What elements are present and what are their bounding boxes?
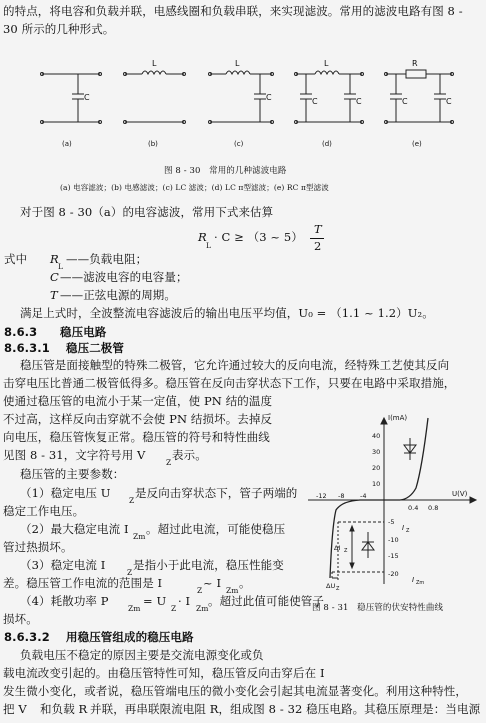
param4-sub2: Z <box>171 604 177 613</box>
para1-line3: 使通过稳压管的电流小于某一定值，使 PN 结的温度 <box>3 394 273 408</box>
param2-sub: Zm <box>133 532 146 541</box>
x-tick-neg8: -8 <box>338 492 345 500</box>
s8632-line4a: 把 V <box>3 702 27 716</box>
x-tick-neg12: -12 <box>316 492 327 500</box>
circuit-d <box>295 71 364 124</box>
formula-frac-den: 2 <box>314 239 322 253</box>
def-1-desc: ——负载电阻； <box>66 252 148 266</box>
param4-c: · I <box>178 594 191 608</box>
y-tick-neg10: -10 <box>388 536 399 544</box>
label-c2-e: C <box>446 97 452 106</box>
param3-d-sub: Zm <box>226 586 239 595</box>
panel-label-a: (a) <box>62 140 72 148</box>
label-c2-d: C <box>356 97 362 106</box>
def-1-sym: R <box>50 252 59 266</box>
label-l-c: L <box>235 59 240 68</box>
param3-b: 是指小于此电流，稳压性能变 <box>133 558 284 572</box>
y-tick-neg15: -15 <box>388 552 399 560</box>
y-tick-10: 10 <box>372 480 381 488</box>
section-8-6-3-number: 8.6.3 <box>4 325 38 339</box>
def-3-sym: T <box>50 288 58 302</box>
intro-line-1: 的特点，将电容和负载并联，电感线圈和负载串联，来实现滤波。常用的滤波电路有图 8 - <box>3 4 463 18</box>
figure-8-30-caption: 图 8 - 30 常用的几种滤波电路 <box>164 166 287 176</box>
param1-c: 稳定工作电压。 <box>3 504 85 518</box>
param3-e: 。 <box>239 576 251 590</box>
formula-lhs-rest: · C ≥ （3 ~ 5） <box>214 230 303 244</box>
param3-d: ~ I <box>203 576 222 590</box>
label-r-e: R <box>412 59 418 68</box>
x-tick-neg4: -4 <box>360 492 367 500</box>
x-tick-0-8: 0.8 <box>428 504 439 512</box>
label-c-a: C <box>84 93 90 102</box>
izm-label: I <box>412 576 415 584</box>
figure-8-31-caption: 图 8 - 31 稳压管的伏安特性曲线 <box>312 603 444 613</box>
delta-u-label: ΔU <box>326 582 336 590</box>
iz-sub: Z <box>406 528 410 534</box>
param1-a: （1）稳定电压 U <box>20 486 111 500</box>
iz-label: I <box>402 524 405 532</box>
param4-sub1: Zm <box>128 604 141 613</box>
panel-label-c: (c) <box>234 140 244 148</box>
param3-c: 差。稳压管工作电流的范围是 I <box>3 576 163 590</box>
para1-line5: 向电压，稳压管恢复正常。稳压管的符号和特性曲线 <box>3 430 270 444</box>
s8632-line2: 载电流改变引起的。由稳压管特性可知，稳压管反向击穿后在 I <box>3 666 325 680</box>
param3-c-sub1: Z <box>197 586 203 595</box>
delta-i-label: ΔI <box>334 544 341 552</box>
y-tick-30: 30 <box>372 448 381 456</box>
figure-8-30-subcaption: (a) 电容滤波；(b) 电感滤波；(c) LC 滤波；(d) LC π型滤波；(e) RC π型滤波 <box>60 183 329 192</box>
where-label: 式中 <box>4 252 28 266</box>
param2-b: 。超过此电流，可能使稳压 <box>146 522 286 536</box>
panel-label-e: (e) <box>412 140 422 148</box>
param4-b: = U <box>143 594 167 608</box>
param3-a: （3）稳定电流 I <box>20 558 106 572</box>
param4-e: 损坏。 <box>3 612 38 626</box>
circuit-b <box>124 71 186 124</box>
section-8-6-3-1-number: 8.6.3.1 <box>4 341 50 355</box>
formula-lhs-sub: L <box>206 241 212 250</box>
section-8-6-3-title: 稳压电路 <box>60 325 107 339</box>
param1-b: 是反向击穿状态下，管子两端的 <box>135 486 298 500</box>
formula-intro: 对于图 8 - 30（a）的电容滤波，常用下式来估算 <box>20 205 274 219</box>
param2-a: （2）最大稳定电流 I <box>20 522 129 536</box>
y-tick-neg20: -20 <box>388 570 399 578</box>
param4-a: （4）耗散功率 P <box>20 594 109 608</box>
para1-line1: 稳压管是面接触型的特殊二极管，它允许通过较大的反向电流，经特殊工艺使其反向 <box>20 358 450 372</box>
s8632-line3: 发生微小变化，或者说，稳压管端电压的微小变化会引起其电流显著变化。利用这种特性， <box>3 684 467 698</box>
label-l-d: L <box>324 59 329 68</box>
param1-sub: Z <box>129 496 135 505</box>
formula-summary: 满足上式时，全波整流电容滤波后的输出电压平均值，U₀ = （1.1 ~ 1.2）U₂。 <box>20 306 434 320</box>
def-2-desc: ——滤波电容的电容量； <box>60 270 188 284</box>
def-2-sym: C <box>50 270 59 284</box>
para1-line2: 击穿电压比普通二极管低得多。稳压管在反向击穿状态下工作，只要在电路中采取措施， <box>3 376 456 390</box>
panel-label-d: (d) <box>322 140 332 148</box>
para1-line6a: 见图 8 - 31，文字符号用 V <box>3 448 146 462</box>
delta-u-sub: Z <box>336 586 340 592</box>
label-c-c: C <box>266 93 272 102</box>
circuit-a <box>41 73 102 124</box>
izm-sub: Zm <box>416 580 425 586</box>
circuit-c <box>209 71 274 124</box>
figure-8-30-circuits <box>40 52 460 152</box>
params-title: 稳压管的主要参数： <box>20 467 125 481</box>
section-8-6-3-1-title: 稳压二极管 <box>66 341 124 355</box>
y-axis-label: I(mA) <box>388 414 408 422</box>
delta-i-sub: Z <box>344 548 348 554</box>
figure-8-31-chart <box>300 408 482 592</box>
label-c1-e: C <box>402 97 408 106</box>
x-axis-label: U(V) <box>452 490 468 498</box>
y-tick-neg5: -5 <box>388 518 395 526</box>
param4-d: 。超过此值可能使管子 <box>208 594 324 608</box>
y-tick-40: 40 <box>372 432 381 440</box>
def-3-desc: ——正弦电源的周期。 <box>60 288 176 302</box>
def-1-sub: L <box>58 262 64 271</box>
label-c1-d: C <box>312 97 318 106</box>
label-l-b: L <box>152 59 157 68</box>
intro-line-2: 30 所示的几种形式。 <box>3 22 115 36</box>
param4-sub3: Zm <box>196 604 209 613</box>
y-tick-20: 20 <box>372 464 381 472</box>
formula-lhs: R <box>198 230 207 244</box>
circuit-e <box>385 70 454 124</box>
panel-label-b: (b) <box>148 140 158 148</box>
param2-c: 管过热损坏。 <box>3 540 73 554</box>
section-8-6-3-2-title: 用稳压管组成的稳压电路 <box>66 630 194 644</box>
s8632-line4b: 和负载 R <box>40 702 88 716</box>
formula-frac-num: T <box>314 222 322 236</box>
s8632-line1: 负载电压不稳定的原因主要是交流电源变化或负 <box>20 648 264 662</box>
param3-sub: Z <box>127 568 133 577</box>
forward-curve <box>384 418 428 500</box>
s8632-line4c: 并联，再串联限流电阻 R，组成图 8 - 32 稳压电路。其稳压原理是：当电源 <box>90 702 481 716</box>
para1-line6-sub: Z <box>166 458 172 467</box>
para1-line6b: 表示。 <box>172 448 207 462</box>
x-tick-0-4: 0.4 <box>408 504 419 512</box>
para1-line4: 不过高，这样反向击穿就不会使 PN 结损坏。去掉反 <box>3 412 273 426</box>
section-8-6-3-2-number: 8.6.3.2 <box>4 630 50 644</box>
